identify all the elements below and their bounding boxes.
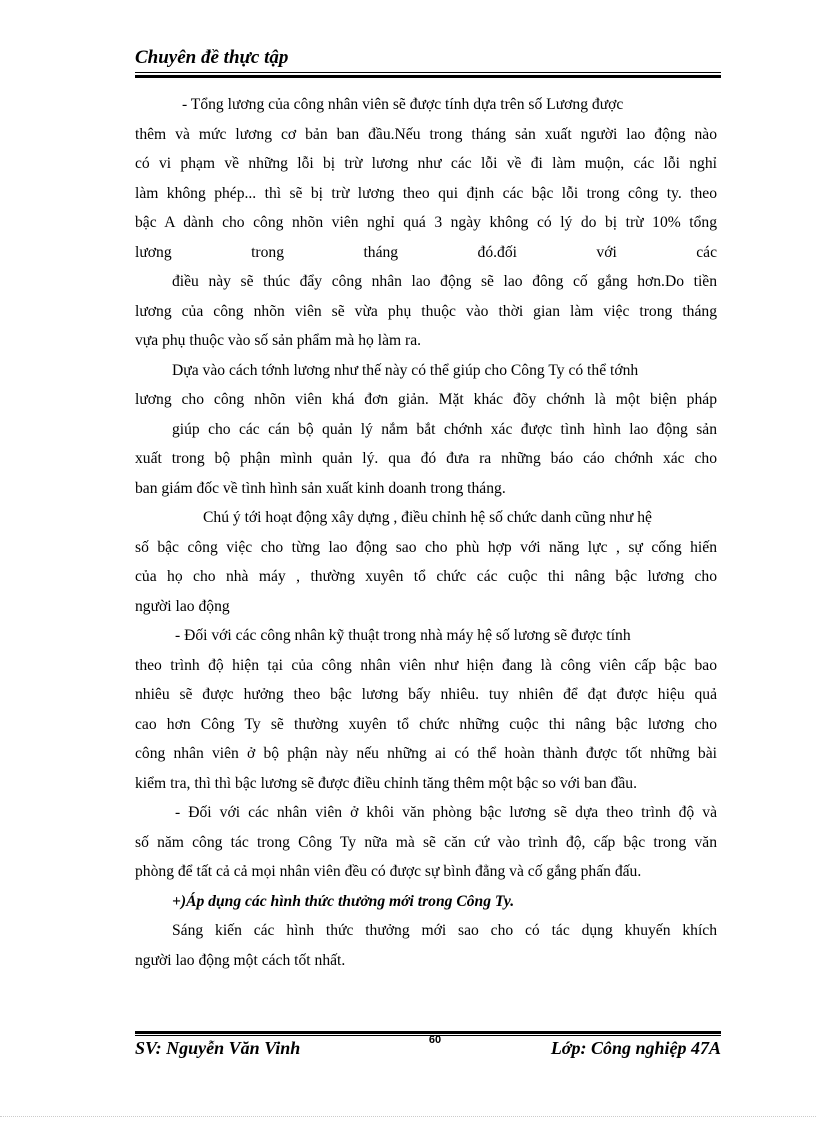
paragraph-line: ban giám đốc về tình hình sản xuất kinh doanh trong tháng. [135,479,506,497]
document-body [135,90,717,975]
paragraph-line: công nhân viên ở bộ phận này nếu những ai có thể hoàn thành được tốt những bài [135,745,717,762]
paragraph-line: số năm công tác trong Công Ty nữa mà sẽ căn cứ vào trình độ, cấp bậc trong văn [135,833,717,851]
paragraph-line: thêm và mức lương cơ bản ban đầu.Nếu trong tháng sản xuất người lao động nào [135,125,717,143]
paragraph-line: vựa phụ thuộc vào số sản phẩm mà họ làm ra. [135,332,422,349]
paragraph-line: lương của công nhõn viên sẽ vừa phụ thuộc vào thời gian làm việc trong tháng [135,302,717,320]
paragraph-line: Chú ý tới hoạt động xây dựng , điều chỉnh hệ số chức danh cũng như hệ [203,509,652,526]
paragraph-line: lương trong tháng đó.đối với các [135,243,717,261]
paragraph-line: - Đối với các công nhân kỹ thuật trong nhà máy hệ số lương sẽ được tính [175,627,631,644]
section-heading: +)Áp dụng các hình thức thưởng mới trong Công Ty. [172,892,515,910]
paragraph-line: lương cho công nhõn viên khá đơn giản. Mặt khác đõy chớnh là một biện pháp [135,391,717,408]
paragraph-line: - Tổng lương của công nhân viên sẽ được tính dựa trên số Lương được [182,96,624,113]
paragraph-line: phòng để tất cả cả mọi nhân viên đều có được sự bình đẳng và cố gắng phấn đấu. [135,863,642,880]
paragraph-line: theo trình độ hiện tại của công nhân viên như hiện đang là công viên cấp bậc bao [135,656,717,674]
paragraph-line: nhiêu sẽ được hưởng theo bậc lương bấy nhiêu. tuy nhiên để đạt được hiệu quả [135,686,717,703]
paragraph-line: kiểm tra, thì thì bậc lương sẽ được điều chỉnh tăng thêm một bậc so với ban đầu. [135,774,637,792]
paragraph-line: bậc A dành cho công nhõn viên nghỉ quá 3 ngày không có lý do bị trừ 10% tổng [135,214,717,231]
paragraph-line: xuất trong bộ phận mình quản lý. qua đó đưa ra những báo cáo chớnh xác cho [135,450,717,467]
header-divider [135,72,721,78]
paragraph-line: làm không phép... thì sẽ bị trừ lương theo qui định các bậc lỗi trong công ty. theo [135,184,717,202]
page-number: 60 [428,1034,442,1046]
paragraph-line: có vi phạm về những lỗi bị trừ lương như các lỗi về đi làm muộn, các lỗi nghỉ [135,155,717,172]
paragraph-line: Dựa vào cách tớnh lương như thế này có thể giúp cho Công Ty có thể tớnh [172,361,639,379]
footer-class-label: Lớp: Công nghiệp 47A [550,1038,721,1058]
page-edge-line [0,1116,816,1117]
paragraph-line: số bậc công việc cho từng lao động sao cho phù hợp với năng lực , sự cống hiến [135,538,717,556]
paragraph-line: người lao động [135,597,230,615]
footer-student-name: SV: Nguyễn Văn Vinh [135,1038,301,1058]
paragraph-line: giúp cho các cán bộ quản lý nắm bắt chớnh xác được tình hình lao động sản [172,420,717,438]
paragraph-line: của họ cho nhà máy , thường xuyên tổ chức các cuộc thi nâng bậc lương cho [135,568,717,585]
page-header-title: Chuyên đề thực tập [135,47,289,68]
paragraph-line: người lao động một cách tốt nhất. [135,951,346,969]
paragraph-line: - Đối với các nhân viên ở khôi văn phòng bậc lương sẽ dựa theo trình độ và [175,804,717,821]
paragraph-line: điều này sẽ thúc đẩy công nhân lao động sẽ lao đông cố gắng hơn.Do tiền [172,273,717,290]
paragraph-line: cao hơn Công Ty sẽ thường xuyên tổ chức những cuộc thi nâng bậc lương cho [135,715,717,733]
paragraph-line: Sáng kiến các hình thức thưởng mới sao cho có tác dụng khuyến khích [172,922,717,939]
